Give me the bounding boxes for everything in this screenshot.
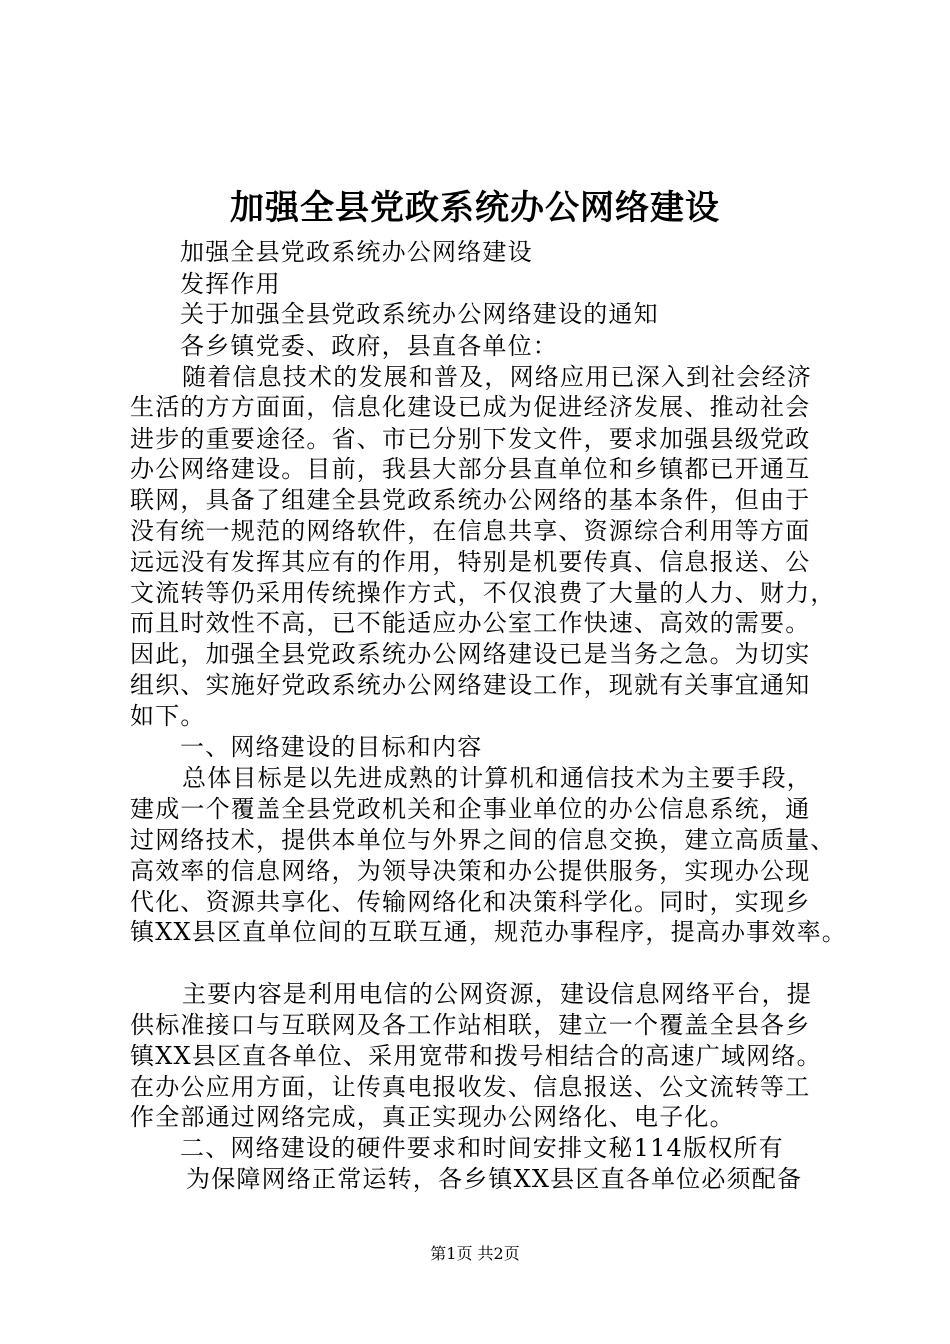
section-heading: 一、网络建设的目标和内容 — [180, 733, 483, 761]
text-line: 作全部通过网络完成，真正实现办公网络化、电子化。 — [130, 1103, 735, 1131]
text-line: 远远没有发挥其应有的作用，特别是机要传真、信息报送、公 — [130, 548, 811, 576]
text-line: 各乡镇党委、政府，县直各单位： — [180, 332, 558, 360]
document-title: 加强全县党政系统办公网络建设 — [230, 188, 720, 228]
text-line: 组织、实施好党政系统办公网络建设工作，现就有关事宜通知 — [130, 671, 811, 699]
text-line: 而且时效性不高，已不能适应办公室工作快速、高效的需要。 — [130, 609, 811, 637]
text-line: 关于加强全县党政系统办公网络建设的通知 — [180, 300, 659, 328]
text-line: 为保障网络正常运转，各乡镇XX县区直各单位必须配备 — [186, 1165, 803, 1193]
text-line: 如下。 — [130, 702, 206, 730]
text-line: 代化、资源共享化、传输网络化和决策科学化。同时，实现乡 — [130, 888, 811, 916]
text-line: 建成一个覆盖全县党政机关和企事业单位的办公信息系统，通 — [130, 795, 811, 823]
section-heading: 二、网络建设的硬件要求和时间安排文秘114版权所有 — [180, 1134, 784, 1162]
text-line: 主要内容是利用电信的公网资源，建设信息网络平台，提 — [182, 980, 812, 1008]
text-line: 高效率的信息网络，为领导决策和办公提供服务，实现办公现 — [130, 857, 811, 885]
text-line: 在办公应用方面，让传真电报收发、信息报送、公文流转等工 — [130, 1073, 811, 1101]
text-line: 总体目标是以先进成熟的计算机和通信技术为主要手段， — [182, 764, 812, 792]
text-line: 没有统一规范的网络软件，在信息共享、资源综合利用等方面 — [130, 517, 811, 545]
text-line: 加强全县党政系统办公网络建设 — [180, 238, 533, 266]
text-line: 镇XX县区直单位间的互联互通，规范办事程序，提高办事效率。 — [130, 918, 847, 946]
text-line: 因此，加强全县党政系统办公网络建设已是当务之急。为切实 — [130, 640, 811, 668]
page-footer: 第1页 共2页 — [430, 1244, 520, 1263]
text-line: 发挥作用 — [180, 270, 281, 298]
text-line: 联网，具备了组建全县党政系统办公网络的基本条件，但由于 — [130, 486, 811, 514]
text-line: 镇XX县区直各单位、采用宽带和拨号相结合的高速广域网络。 — [130, 1042, 822, 1070]
text-line: 文流转等仍采用传统操作方式，不仅浪费了大量的人力、财力， — [130, 579, 836, 607]
text-line: 生活的方方面面，信息化建设已成为促进经济发展、推动社会 — [130, 393, 811, 421]
text-line: 进步的重要途径。省、市已分别下发文件，要求加强县级党政 — [130, 425, 811, 453]
text-line: 随着信息技术的发展和普及，网络应用已深入到社会经济 — [182, 363, 812, 391]
text-line: 过网络技术，提供本单位与外界之间的信息交换，建立高质量、 — [130, 826, 836, 854]
text-line: 供标准接口与互联网及各工作站相联，建立一个覆盖全县各乡 — [130, 1011, 811, 1039]
text-line: 办公网络建设。目前，我县大部分县直单位和乡镇都已开通互 — [130, 455, 811, 483]
